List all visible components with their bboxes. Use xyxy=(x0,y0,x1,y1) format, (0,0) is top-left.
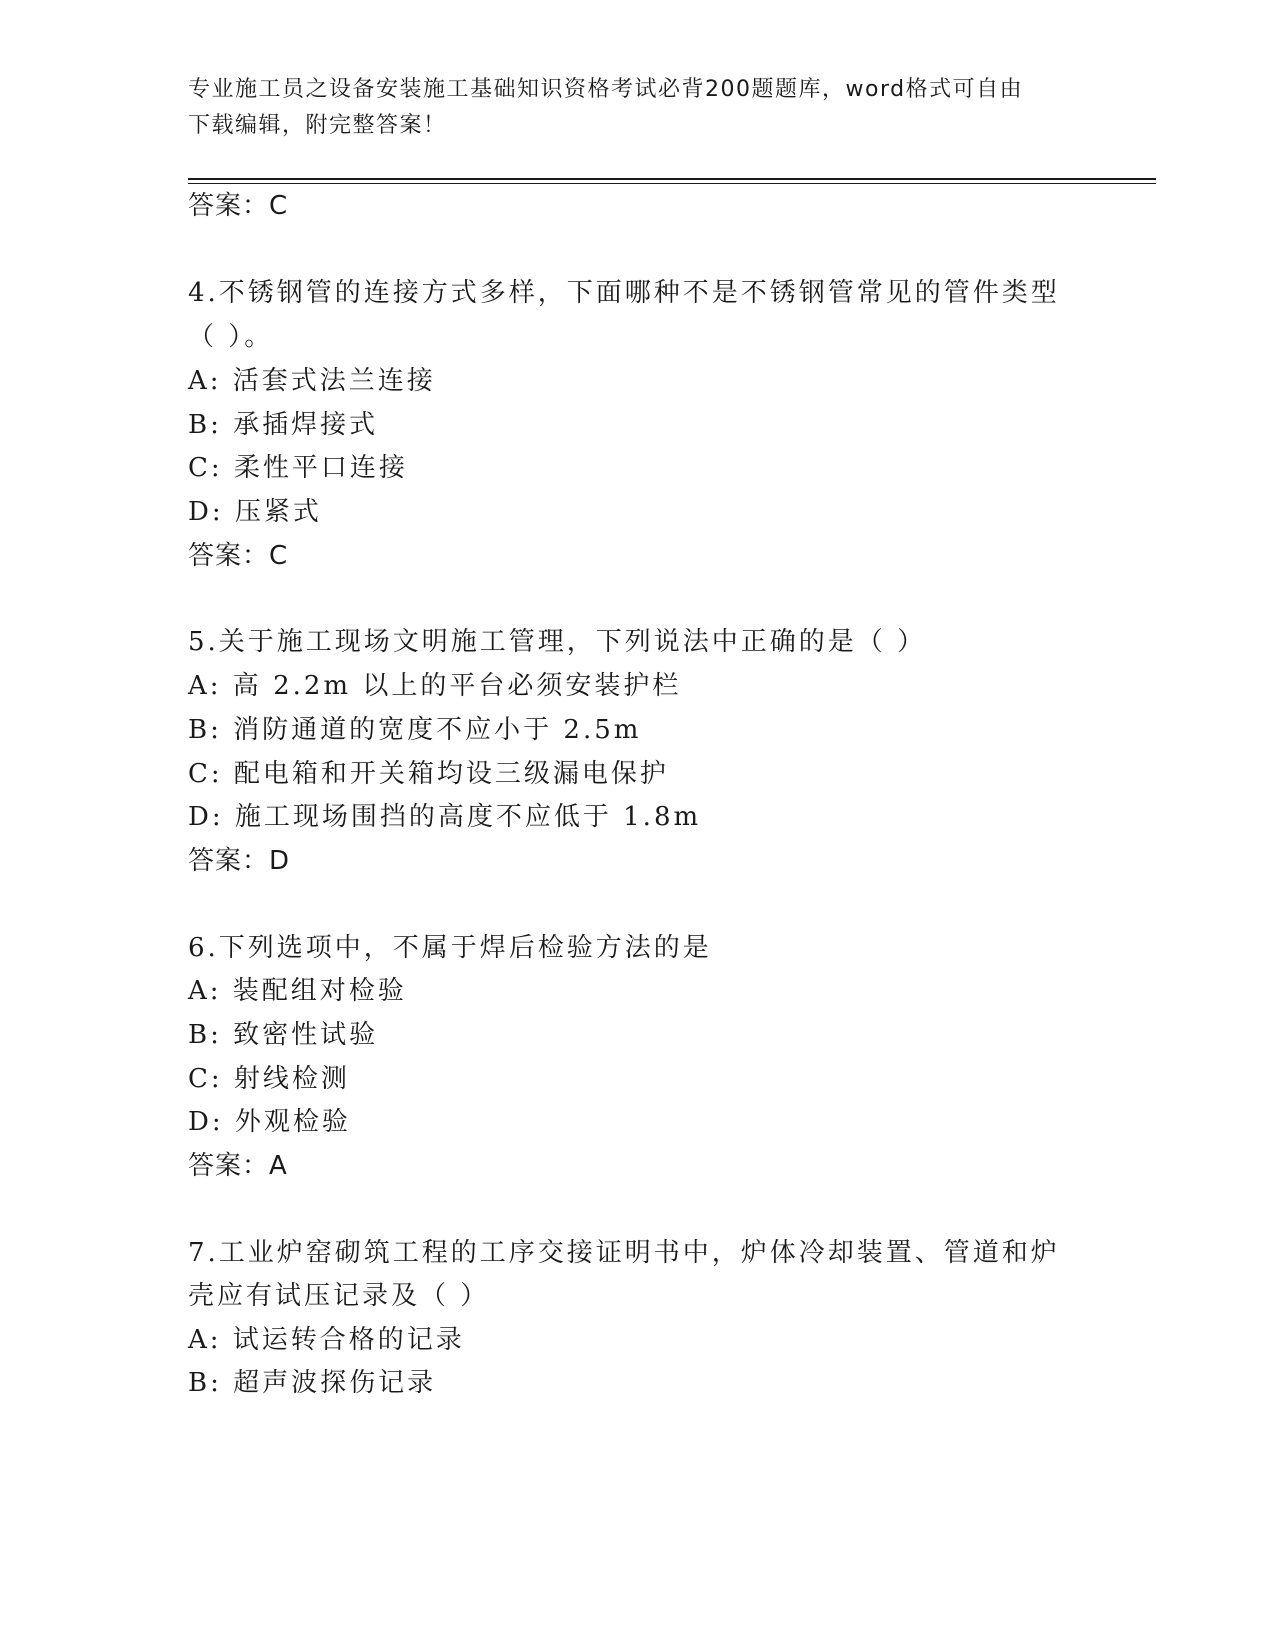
question-7-option-a: A: 试运转合格的记录 xyxy=(188,1325,465,1355)
header-divider xyxy=(188,178,1156,180)
question-6-option-a: A: 装配组对检验 xyxy=(188,976,407,1006)
question-4-option-a: A: 活套式法兰连接 xyxy=(188,366,436,396)
question-5-option-a: A: 高 2.2m 以上的平台必须安装护栏 xyxy=(188,671,682,701)
question-6-option-c: C: 射线检测 xyxy=(188,1064,350,1094)
question-6-answer: 答案：A xyxy=(188,1151,288,1181)
answer-line: 答案：C xyxy=(188,191,289,221)
question-7-stem-cont: 壳应有试压记录及（ ） xyxy=(188,1281,490,1311)
question-4-stem: 4.不锈钢管的连接方式多样，下面哪种不是不锈钢管常见的管件类型 xyxy=(188,278,1060,308)
question-5-option-b: B: 消防通道的宽度不应小于 2.5m xyxy=(188,715,642,745)
question-7-stem: 7.工业炉窑砌筑工程的工序交接证明书中，炉体冷却装置、管道和炉 xyxy=(188,1238,1060,1268)
question-7-option-b: B: 超声波探伤记录 xyxy=(188,1368,437,1398)
question-4-option-b: B: 承插焊接式 xyxy=(188,410,379,440)
question-5-option-d: D: 施工现场围挡的高度不应低于 1.8m xyxy=(188,802,702,832)
header-line-1: 专业施工员之设备安装施工基础知识资格考试必背200题题库，word格式可自由 xyxy=(188,77,1024,102)
header-divider-thin xyxy=(188,183,1156,184)
question-4-option-c: C: 柔性平口连接 xyxy=(188,453,408,483)
document-header xyxy=(188,72,1078,144)
question-6-option-b: B: 致密性试验 xyxy=(188,1020,379,1050)
question-4-stem-cont: （ ）。 xyxy=(188,322,274,352)
question-6-option-d: D: 外观检验 xyxy=(188,1107,351,1137)
question-6-stem: 6.下列选项中，不属于焊后检验方法的是 xyxy=(188,933,712,963)
question-4-answer: 答案：C xyxy=(188,541,289,571)
header-line-2: 下载编辑，附完整答案！ xyxy=(188,113,447,138)
question-5-option-c: C: 配电箱和开关箱均设三级漏电保护 xyxy=(188,759,669,789)
question-4-option-d: D: 压紧式 xyxy=(188,497,322,527)
question-5-answer: 答案：D xyxy=(188,846,291,876)
question-5-stem: 5.关于施工现场文明施工管理，下列说法中正确的是（ ） xyxy=(188,627,927,657)
